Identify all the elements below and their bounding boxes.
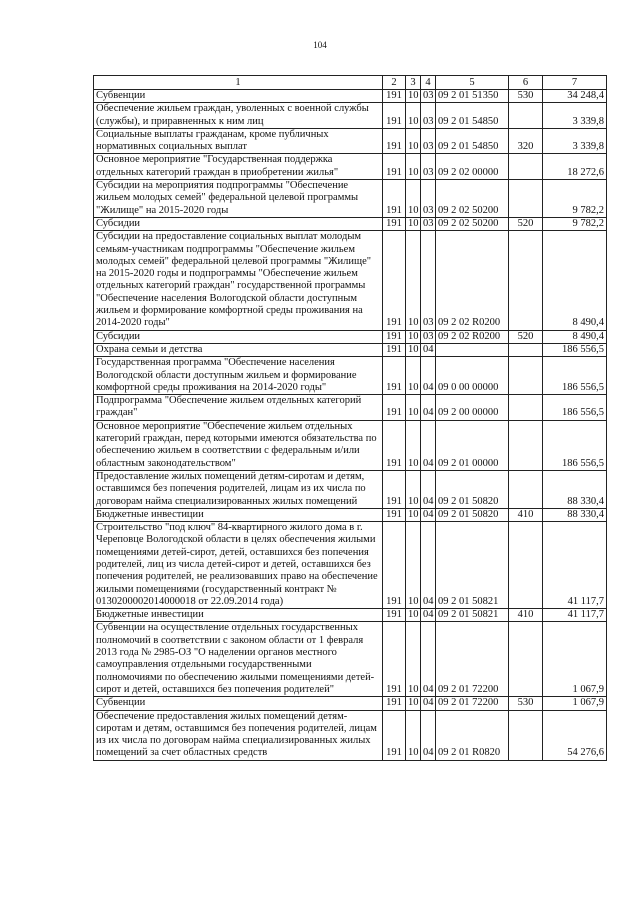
description-cell: Субсидии [94,217,383,230]
description-cell: Подпрограмма "Обеспечение жильем отдельных категорий граждан" [94,395,383,421]
expense-type-cell: 320 [509,128,543,154]
section-cell: 10 [406,420,421,470]
target-article-cell: 09 2 01 R0820 [436,710,509,760]
subsection-cell: 03 [421,103,436,129]
expense-type-cell: 410 [509,609,543,622]
section-cell: 10 [406,522,421,609]
code-cell: 191 [383,103,406,129]
description-cell: Субсидии [94,330,383,343]
subsection-cell: 04 [421,357,436,395]
amount-cell: 186 556,5 [543,395,607,421]
code-cell: 191 [383,154,406,180]
subsection-cell: 04 [421,609,436,622]
table-row [94,103,607,129]
target-article-cell: 09 2 02 00000 [436,154,509,180]
code-cell: 191 [383,128,406,154]
code-cell: 191 [383,622,406,697]
description-cell: Бюджетные инвестиции [94,609,383,622]
target-article-cell: 09 0 00 00000 [436,357,509,395]
section-cell: 10 [406,609,421,622]
section-cell: 10 [406,231,421,330]
expense-type-cell [509,231,543,330]
amount-cell: 186 556,5 [543,343,607,356]
amount-cell: 186 556,5 [543,420,607,470]
section-cell: 10 [406,710,421,760]
target-article-cell: 09 2 01 54850 [436,103,509,129]
code-cell: 191 [383,217,406,230]
table-row [94,609,607,622]
amount-cell: 1 067,9 [543,697,607,710]
section-cell: 10 [406,395,421,421]
amount-cell: 3 339,8 [543,103,607,129]
amount-cell: 41 117,7 [543,609,607,622]
description-cell: Строительство "под ключ" 84-квартирного жилого дома в г. Череповце Вологодской области в целях обеспечения жилыми помещениями детей-сирот, детей, оставшихся без попечения родителей, лиц из числа детей-сирот и детей, оставшихся без попечения родителей, не реализовавших право на обеспечение жилыми помещениями (государственный контракт № 0130200002014000018 от 22.09.2014 года) [94,522,383,609]
target-article-cell: 09 2 01 72200 [436,622,509,697]
amount-cell: 186 556,5 [543,357,607,395]
target-article-cell: 09 2 01 50821 [436,522,509,609]
amount-cell: 34 248,4 [543,90,607,103]
amount-cell: 9 782,2 [543,217,607,230]
description-cell: Субсидии на предоставление социальных выплат молодым семьям-участникам подпрограммы "Обеспечение жильем молодых семей" федеральной целевой программы "Жилище" на 2015-2020 годы и подпрограммы "Обеспечение жильем отдельных категорий граждан" государственной программы "Обеспечение населения Вологодской области доступным жильем и формирование комфортной среды проживания на 2014-2020 годы" [94,231,383,330]
page-number: 104 [313,40,327,50]
section-cell: 10 [406,622,421,697]
budget-table [93,75,607,761]
expense-type-cell [509,710,543,760]
header-cell: 5 [436,76,509,90]
target-article-cell: 09 2 02 50200 [436,180,509,218]
expense-type-cell [509,154,543,180]
target-article-cell: 09 2 00 00000 [436,395,509,421]
section-cell: 10 [406,180,421,218]
amount-cell: 8 490,4 [543,330,607,343]
subsection-cell: 04 [421,420,436,470]
code-cell: 191 [383,470,406,508]
subsection-cell: 04 [421,508,436,521]
table-row [94,231,607,330]
subsection-cell: 04 [421,470,436,508]
section-cell: 10 [406,470,421,508]
amount-cell: 8 490,4 [543,231,607,330]
code-cell: 191 [383,343,406,356]
header-cell: 6 [509,76,543,90]
subsection-cell: 04 [421,522,436,609]
header-cell: 3 [406,76,421,90]
table-row [94,180,607,218]
table-row [94,330,607,343]
expense-type-cell [509,343,543,356]
target-article-cell: 09 2 02 50200 [436,217,509,230]
description-cell: Предоставление жилых помещений детям-сиротам и детям, оставшимся без попечения родителей, лицам из их числа по договорам найма специализированных жилых помещений [94,470,383,508]
description-cell: Охрана семьи и детства [94,343,383,356]
header-cell: 7 [543,76,607,90]
target-article-cell: 09 2 02 R0200 [436,231,509,330]
header-cell: 1 [94,76,383,90]
subsection-cell: 03 [421,90,436,103]
amount-cell: 54 276,6 [543,710,607,760]
target-article-cell: 09 2 01 51350 [436,90,509,103]
amount-cell: 88 330,4 [543,508,607,521]
description-cell: Обеспечение жильем граждан, уволенных с военной службы (службы), и приравненных к ним лиц [94,103,383,129]
table-row [94,508,607,521]
section-cell: 10 [406,128,421,154]
section-cell: 10 [406,508,421,521]
description-cell: Основное мероприятие "Государственная поддержка отдельных категорий граждан в приобретении жилья" [94,154,383,180]
subsection-cell: 04 [421,710,436,760]
section-cell: 10 [406,343,421,356]
expense-type-cell: 530 [509,697,543,710]
expense-type-cell: 520 [509,330,543,343]
section-cell: 10 [406,217,421,230]
subsection-cell: 04 [421,697,436,710]
section-cell: 10 [406,330,421,343]
section-cell: 10 [406,90,421,103]
table-row [94,357,607,395]
code-cell: 191 [383,330,406,343]
expense-type-cell: 410 [509,508,543,521]
description-cell: Основное мероприятие "Обеспечение жильем отдельных категорий граждан, перед которыми имеются обязательства по обеспечению жильем в соответствии с федеральным и/или областным законодательством" [94,420,383,470]
table-row [94,90,607,103]
target-article-cell: 09 2 01 50820 [436,508,509,521]
table-row [94,697,607,710]
description-cell: Государственная программа "Обеспечение населения Вологодской области доступным жильем и формирование комфортной среды проживания на 2014-2020 годы" [94,357,383,395]
header-cell: 4 [421,76,436,90]
target-article-cell: 09 2 01 72200 [436,697,509,710]
subsection-cell: 03 [421,128,436,154]
header-row [94,76,607,90]
code-cell: 191 [383,522,406,609]
expense-type-cell: 520 [509,217,543,230]
table-row [94,154,607,180]
table-row [94,470,607,508]
code-cell: 191 [383,90,406,103]
expense-type-cell [509,420,543,470]
header-cell: 2 [383,76,406,90]
table-row [94,217,607,230]
code-cell: 191 [383,420,406,470]
amount-cell: 3 339,8 [543,128,607,154]
target-article-cell: 09 2 01 54850 [436,128,509,154]
description-cell: Субсидии на мероприятия подпрограммы "Обеспечение жильем молодых семей" федеральной целевой программы "Жилище" на 2015-2020 годы [94,180,383,218]
section-cell: 10 [406,103,421,129]
amount-cell: 88 330,4 [543,470,607,508]
expense-type-cell [509,395,543,421]
expense-type-cell [509,357,543,395]
code-cell: 191 [383,231,406,330]
description-cell: Бюджетные инвестиции [94,508,383,521]
target-article-cell [436,343,509,356]
expense-type-cell: 530 [509,90,543,103]
description-cell: Субвенции [94,697,383,710]
subsection-cell: 03 [421,154,436,180]
section-cell: 10 [406,154,421,180]
description-cell: Субвенции на осуществление отдельных государственных полномочий в соответствии с законом области от 1 февраля 2013 года № 2985-ОЗ "О наделении органов местного самоуправления отдельными государственными полномочиями по обеспечению жилыми помещениями детей-сирот и детей, оставшихся без попечения родителей" [94,622,383,697]
code-cell: 191 [383,357,406,395]
amount-cell: 1 067,9 [543,622,607,697]
subsection-cell: 04 [421,622,436,697]
table-row [94,622,607,697]
code-cell: 191 [383,609,406,622]
expense-type-cell [509,180,543,218]
code-cell: 191 [383,697,406,710]
section-cell: 10 [406,357,421,395]
table-row [94,395,607,421]
description-cell: Обеспечение предоставления жилых помещений детям-сиротам и детям, оставшимся без попечения родителей, лицам из их числа по договорам найма специализированных жилых помещений за счет областных средств [94,710,383,760]
code-cell: 191 [383,395,406,421]
target-article-cell: 09 2 01 50821 [436,609,509,622]
section-cell: 10 [406,697,421,710]
table-row [94,128,607,154]
subsection-cell: 03 [421,180,436,218]
expense-type-cell [509,622,543,697]
table-row [94,710,607,760]
description-cell: Субвенции [94,90,383,103]
table-row [94,522,607,609]
target-article-cell: 09 2 01 50820 [436,470,509,508]
code-cell: 191 [383,180,406,218]
table-row [94,420,607,470]
code-cell: 191 [383,710,406,760]
code-cell: 191 [383,508,406,521]
expense-type-cell [509,103,543,129]
expense-type-cell [509,470,543,508]
expense-type-cell [509,522,543,609]
table-body [94,90,607,761]
table-row [94,343,607,356]
subsection-cell: 04 [421,395,436,421]
subsection-cell: 04 [421,343,436,356]
amount-cell: 18 272,6 [543,154,607,180]
subsection-cell: 03 [421,330,436,343]
amount-cell: 41 117,7 [543,522,607,609]
amount-cell: 9 782,2 [543,180,607,218]
subsection-cell: 03 [421,231,436,330]
subsection-cell: 03 [421,217,436,230]
target-article-cell: 09 2 02 R0200 [436,330,509,343]
description-cell: Социальные выплаты гражданам, кроме публичных нормативных социальных выплат [94,128,383,154]
target-article-cell: 09 2 01 00000 [436,420,509,470]
